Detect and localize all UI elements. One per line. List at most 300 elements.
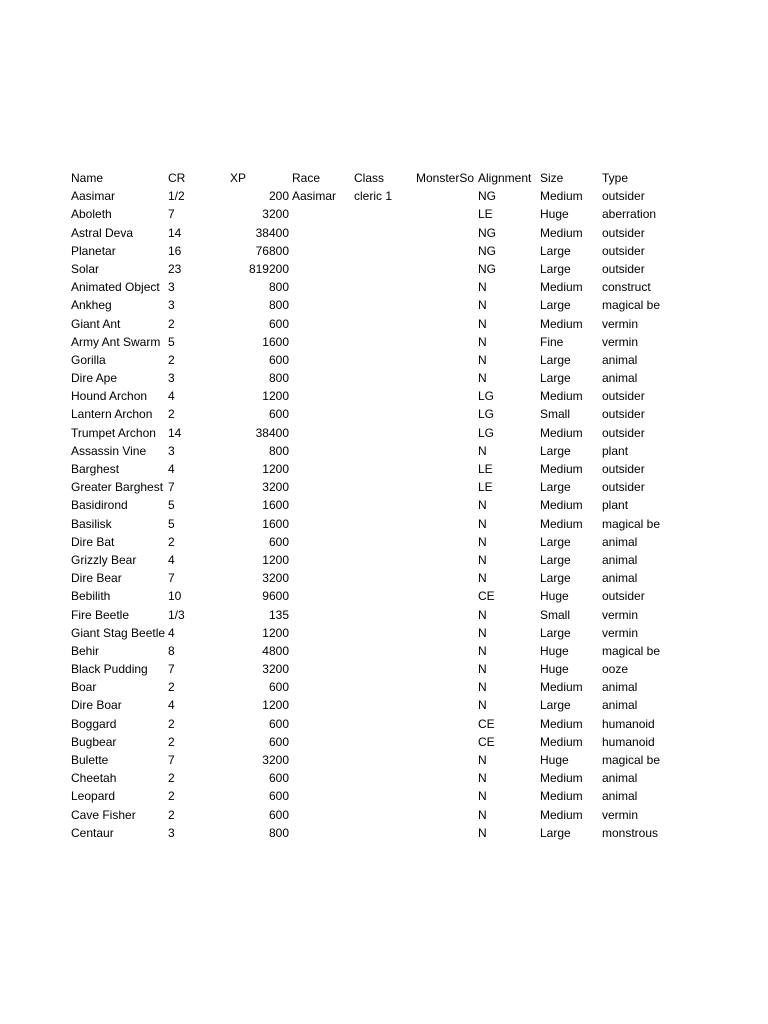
cell-alignment: LG: [478, 425, 495, 440]
cell-size: Huge: [540, 207, 569, 222]
cell-size: Large: [540, 371, 571, 386]
cell-class: [354, 787, 414, 805]
cell-alignment: CE: [478, 716, 495, 731]
cell-alignment: N: [478, 680, 487, 695]
cell-cr: 3: [168, 280, 175, 295]
table-row: [0, 587, 768, 605]
cell-name: Animated Object: [71, 280, 160, 295]
cell-class: [354, 515, 414, 533]
cell-xp: 1200: [262, 389, 289, 404]
cell-class: [354, 624, 414, 642]
cell-size: Large: [540, 698, 571, 713]
cell-cr: 14: [168, 425, 182, 440]
cell-cr: 4: [168, 698, 175, 713]
cell-race: [292, 606, 352, 624]
cell-xp: 3200: [262, 480, 289, 495]
cell-class: [354, 224, 414, 242]
cell-size: Medium: [540, 425, 583, 440]
cell-size: Huge: [540, 662, 569, 677]
table-row: [0, 824, 768, 842]
cell-alignment: N: [478, 698, 487, 713]
cell-race: [292, 769, 352, 787]
cell-xp: 135: [268, 607, 289, 622]
table-row: [0, 460, 768, 478]
cell-alignment: LG: [478, 389, 495, 404]
cell-cr: 2: [168, 789, 175, 804]
cell-size: Medium: [540, 280, 583, 295]
cell-cr: 23: [168, 261, 182, 276]
cell-class: [354, 606, 414, 624]
cell-name: Aasimar: [71, 189, 116, 204]
cell-alignment: N: [478, 498, 487, 513]
cell-race: [292, 333, 352, 351]
cell-name: Dire Bear: [71, 571, 122, 586]
cell-cr: 2: [168, 407, 175, 422]
cell-type: outsider: [602, 261, 645, 276]
cell-type: outsider: [602, 589, 645, 604]
cell-alignment: N: [478, 643, 487, 658]
header-cr: CR: [168, 171, 186, 185]
cell-race: [292, 787, 352, 805]
cell-race: [292, 260, 352, 278]
cell-type: outsider: [602, 425, 645, 440]
cell-alignment: N: [478, 516, 487, 531]
cell-cr: 4: [168, 462, 175, 476]
cell-cr: 3: [168, 298, 175, 313]
header-size: Size: [540, 171, 564, 185]
table-row: [0, 806, 768, 824]
cell-xp: 600: [268, 352, 289, 367]
cell-xp: 800: [268, 443, 289, 458]
cell-race: [292, 551, 352, 569]
cell-name: Basidirond: [71, 498, 128, 513]
cell-alignment: N: [478, 280, 487, 295]
cell-name: Cheetah: [71, 771, 117, 786]
cell-alignment: N: [478, 316, 487, 331]
cell-alignment: N: [478, 807, 487, 822]
cell-size: Large: [540, 552, 571, 567]
cell-race: [292, 587, 352, 605]
cell-race: [292, 424, 352, 442]
cell-cr: 4: [168, 389, 175, 404]
cell-xp: 819200: [248, 261, 289, 276]
cell-xp: 38400: [255, 425, 289, 440]
cell-xp: 600: [268, 716, 289, 731]
cell-alignment: N: [478, 789, 487, 804]
cell-alignment: N: [478, 443, 487, 458]
cell-class: [354, 751, 414, 769]
cell-size: Medium: [540, 789, 583, 804]
header-source: MonsterSo: [416, 171, 475, 185]
cell-xp: 3200: [262, 571, 289, 586]
cell-race: [292, 696, 352, 714]
cell-xp: 76800: [255, 243, 289, 258]
cell-race: [292, 806, 352, 824]
cell-race: Aasimar: [292, 189, 337, 204]
cell-name: Black Pudding: [71, 662, 148, 677]
cell-xp: 600: [268, 316, 289, 331]
cell-type: animal: [602, 371, 638, 386]
cell-name: Gorilla: [71, 352, 106, 367]
header-name: Name: [71, 171, 104, 185]
cell-type: outsider: [602, 225, 645, 240]
cell-size: Medium: [540, 716, 583, 731]
cell-name: Bulette: [71, 753, 109, 767]
header-race: Race: [292, 171, 321, 185]
cell-xp: 600: [268, 680, 289, 695]
cell-class: [354, 369, 414, 387]
cell-name: Centaur: [71, 825, 114, 840]
cell-name: Dire Boar: [71, 698, 122, 713]
cell-type: animal: [602, 571, 638, 586]
cell-class: [354, 696, 414, 714]
cell-class: [354, 405, 414, 423]
cell-type: outsider: [602, 407, 645, 422]
cell-xp: 600: [268, 734, 289, 749]
cell-class: [354, 551, 414, 569]
table-row: [0, 733, 768, 751]
table-row: [0, 315, 768, 333]
cell-class: [354, 715, 414, 733]
cell-name: Aboleth: [71, 207, 112, 222]
cell-name: Boggard: [71, 716, 117, 731]
table-row: [0, 187, 768, 205]
cell-name: Leopard: [71, 789, 116, 804]
cell-xp: 600: [268, 407, 289, 422]
cell-type: vermin: [602, 807, 639, 822]
cell-cr: 16: [168, 243, 182, 258]
cell-type: outsider: [602, 389, 645, 404]
cell-type: animal: [602, 352, 638, 367]
cell-size: Large: [540, 571, 571, 586]
cell-name: Greater Barghest: [71, 480, 164, 495]
cell-cr: 2: [168, 352, 175, 367]
cell-class: [354, 587, 414, 605]
cell-alignment: NG: [478, 261, 496, 276]
table-row: [0, 442, 768, 460]
cell-class: cleric 1: [354, 189, 393, 204]
table-row: [0, 533, 768, 551]
cell-alignment: LG: [478, 407, 495, 422]
table-row: [0, 769, 768, 787]
table-row: [0, 296, 768, 314]
monster-table: [0, 169, 768, 842]
cell-alignment: N: [478, 352, 487, 367]
cell-alignment: LE: [478, 480, 493, 495]
cell-alignment: N: [478, 607, 487, 622]
cell-race: [292, 733, 352, 751]
cell-cr: 8: [168, 643, 175, 658]
table-row: [0, 696, 768, 714]
cell-race: [292, 824, 352, 842]
cell-class: [354, 806, 414, 824]
cell-type: construct: [602, 280, 651, 295]
table-row: [0, 515, 768, 533]
table-row: [0, 496, 768, 514]
cell-size: Large: [540, 443, 571, 458]
cell-alignment: N: [478, 552, 487, 567]
cell-class: [354, 315, 414, 333]
cell-class: [354, 660, 414, 678]
cell-name: Planetar: [71, 243, 116, 258]
cell-size: Large: [540, 625, 571, 640]
cell-race: [292, 205, 352, 223]
cell-alignment: N: [478, 334, 487, 349]
table-row: [0, 715, 768, 733]
table-row: [0, 478, 768, 496]
table-row: [0, 351, 768, 369]
cell-type: plant: [602, 498, 629, 513]
cell-race: [292, 751, 352, 769]
cell-class: [354, 824, 414, 842]
cell-size: Large: [540, 534, 571, 549]
cell-type: vermin: [602, 334, 639, 349]
header-type: Type: [602, 171, 629, 185]
table-row: [0, 260, 768, 278]
table-row: [0, 369, 768, 387]
cell-race: [292, 387, 352, 405]
cell-class: [354, 278, 414, 296]
cell-alignment: LE: [478, 462, 493, 476]
cell-cr: 2: [168, 316, 175, 331]
cell-size: Medium: [540, 807, 583, 822]
cell-size: Large: [540, 261, 571, 276]
cell-cr: 3: [168, 825, 175, 840]
cell-type: animal: [602, 534, 638, 549]
table-row: [0, 405, 768, 423]
table-body: [0, 187, 768, 842]
cell-type: outsider: [602, 462, 645, 476]
cell-xp: 3200: [262, 207, 289, 222]
cell-type: animal: [602, 771, 638, 786]
cell-type: outsider: [602, 189, 645, 204]
table-row: [0, 224, 768, 242]
cell-race: [292, 660, 352, 678]
cell-type: vermin: [602, 625, 639, 640]
cell-cr: 5: [168, 498, 175, 513]
cell-type: magical be: [602, 643, 661, 658]
cell-race: [292, 315, 352, 333]
header-xp: XP: [230, 171, 247, 185]
cell-race: [292, 569, 352, 587]
cell-name: Giant Stag Beetle: [71, 625, 166, 640]
cell-type: humanoid: [602, 716, 655, 731]
cell-race: [292, 515, 352, 533]
cell-race: [292, 405, 352, 423]
cell-xp: 4800: [262, 643, 289, 658]
cell-cr: 7: [168, 753, 175, 767]
cell-xp: 200: [268, 189, 289, 204]
table-row: [0, 242, 768, 260]
cell-alignment: N: [478, 298, 487, 313]
cell-race: [292, 242, 352, 260]
cell-cr: 2: [168, 771, 175, 786]
cell-race: [292, 224, 352, 242]
cell-race: [292, 460, 352, 478]
cell-size: Fine: [540, 334, 564, 349]
cell-race: [292, 369, 352, 387]
cell-race: [292, 278, 352, 296]
cell-type: ooze: [602, 662, 629, 677]
cell-cr: 2: [168, 680, 175, 695]
cell-size: Medium: [540, 680, 583, 695]
cell-type: animal: [602, 698, 638, 713]
cell-xp: 600: [268, 807, 289, 822]
cell-cr: 5: [168, 334, 175, 349]
table-row: [0, 606, 768, 624]
cell-alignment: N: [478, 534, 487, 549]
cell-class: [354, 260, 414, 278]
cell-cr: 2: [168, 716, 175, 731]
table-row: [0, 569, 768, 587]
cell-class: [354, 642, 414, 660]
cell-size: Medium: [540, 734, 583, 749]
table-row: [0, 205, 768, 223]
cell-type: animal: [602, 789, 638, 804]
cell-name: Solar: [71, 261, 100, 276]
cell-size: Large: [540, 480, 571, 495]
cell-size: Medium: [540, 771, 583, 786]
cell-race: [292, 678, 352, 696]
cell-race: [292, 624, 352, 642]
cell-cr: 7: [168, 571, 175, 586]
cell-class: [354, 351, 414, 369]
cell-size: Large: [540, 352, 571, 367]
cell-race: [292, 715, 352, 733]
cell-size: Large: [540, 243, 571, 258]
cell-xp: 1600: [262, 516, 289, 531]
cell-xp: 38400: [255, 225, 289, 240]
cell-alignment: N: [478, 771, 487, 786]
cell-xp: 800: [268, 825, 289, 840]
cell-alignment: LE: [478, 207, 493, 222]
cell-xp: 3200: [262, 753, 289, 767]
header-row: [0, 169, 768, 187]
cell-alignment: N: [478, 571, 487, 586]
cell-xp: 600: [268, 771, 289, 786]
cell-size: Small: [540, 407, 571, 422]
cell-size: Medium: [540, 225, 583, 240]
cell-alignment: NG: [478, 189, 496, 204]
cell-name: Astral Deva: [71, 225, 134, 240]
cell-class: [354, 569, 414, 587]
cell-alignment: N: [478, 753, 487, 767]
cell-type: magical be: [602, 753, 661, 767]
cell-size: Huge: [540, 589, 569, 604]
cell-type: outsider: [602, 480, 645, 495]
cell-class: [354, 533, 414, 551]
cell-xp: 800: [268, 298, 289, 313]
cell-race: [292, 351, 352, 369]
cell-class: [354, 296, 414, 314]
cell-size: Medium: [540, 316, 583, 331]
cell-xp: 600: [268, 789, 289, 804]
cell-xp: 1200: [262, 552, 289, 567]
cell-xp: 3200: [262, 662, 289, 677]
table-row: [0, 387, 768, 405]
cell-size: Large: [540, 825, 571, 840]
cell-name: Dire Ape: [71, 371, 118, 386]
cell-name: Boar: [71, 680, 97, 695]
cell-type: vermin: [602, 316, 639, 331]
cell-xp: 1200: [262, 462, 289, 476]
table-row: [0, 678, 768, 696]
cell-class: [354, 769, 414, 787]
cell-size: Medium: [540, 462, 583, 476]
cell-name: Assassin Vine: [71, 443, 147, 458]
cell-name: Behir: [71, 643, 100, 658]
table-row: [0, 624, 768, 642]
cell-alignment: NG: [478, 243, 496, 258]
cell-type: monstrous: [602, 825, 659, 840]
cell-xp: 1600: [262, 498, 289, 513]
cell-cr: 2: [168, 534, 175, 549]
cell-race: [292, 496, 352, 514]
cell-class: [354, 478, 414, 496]
table-row: [0, 551, 768, 569]
cell-name: Bebilith: [71, 589, 111, 604]
cell-name: Basilisk: [71, 516, 112, 531]
cell-size: Medium: [540, 516, 583, 531]
cell-class: [354, 496, 414, 514]
cell-name: Giant Ant: [71, 316, 121, 331]
cell-size: Large: [540, 298, 571, 313]
cell-type: outsider: [602, 243, 645, 258]
cell-cr: 2: [168, 734, 175, 749]
cell-cr: 10: [168, 589, 182, 604]
cell-race: [292, 442, 352, 460]
cell-xp: 9600: [262, 589, 289, 604]
cell-cr: 7: [168, 662, 175, 677]
table-row: [0, 333, 768, 351]
cell-size: Medium: [540, 498, 583, 513]
cell-name: Ankheg: [71, 298, 112, 313]
cell-size: Medium: [540, 189, 583, 204]
cell-type: humanoid: [602, 734, 655, 749]
cell-xp: 800: [268, 371, 289, 386]
cell-size: Small: [540, 607, 571, 622]
cell-xp: 1200: [262, 625, 289, 640]
cell-class: [354, 242, 414, 260]
cell-cr: 3: [168, 371, 175, 386]
cell-alignment: CE: [478, 734, 495, 749]
cell-cr: 7: [168, 207, 175, 222]
table-row: [0, 642, 768, 660]
cell-cr: 4: [168, 552, 175, 567]
cell-cr: 1/2: [168, 189, 185, 204]
cell-type: vermin: [602, 607, 639, 622]
cell-cr: 4: [168, 625, 175, 640]
cell-name: Hound Archon: [71, 389, 148, 404]
cell-class: [354, 678, 414, 696]
cell-xp: 1600: [262, 334, 289, 349]
cell-cr: 2: [168, 807, 175, 822]
cell-name: Trumpet Archon: [71, 425, 156, 440]
cell-type: magical be: [602, 516, 661, 531]
cell-class: [354, 442, 414, 460]
cell-type: animal: [602, 552, 638, 567]
cell-class: [354, 424, 414, 442]
cell-name: Fire Beetle: [71, 607, 130, 622]
cell-xp: 1200: [262, 698, 289, 713]
cell-class: [354, 733, 414, 751]
cell-name: Lantern Archon: [71, 407, 153, 422]
cell-size: Huge: [540, 643, 569, 658]
cell-cr: 7: [168, 480, 175, 495]
cell-alignment: N: [478, 662, 487, 677]
cell-type: animal: [602, 680, 638, 695]
cell-xp: 800: [268, 280, 289, 295]
